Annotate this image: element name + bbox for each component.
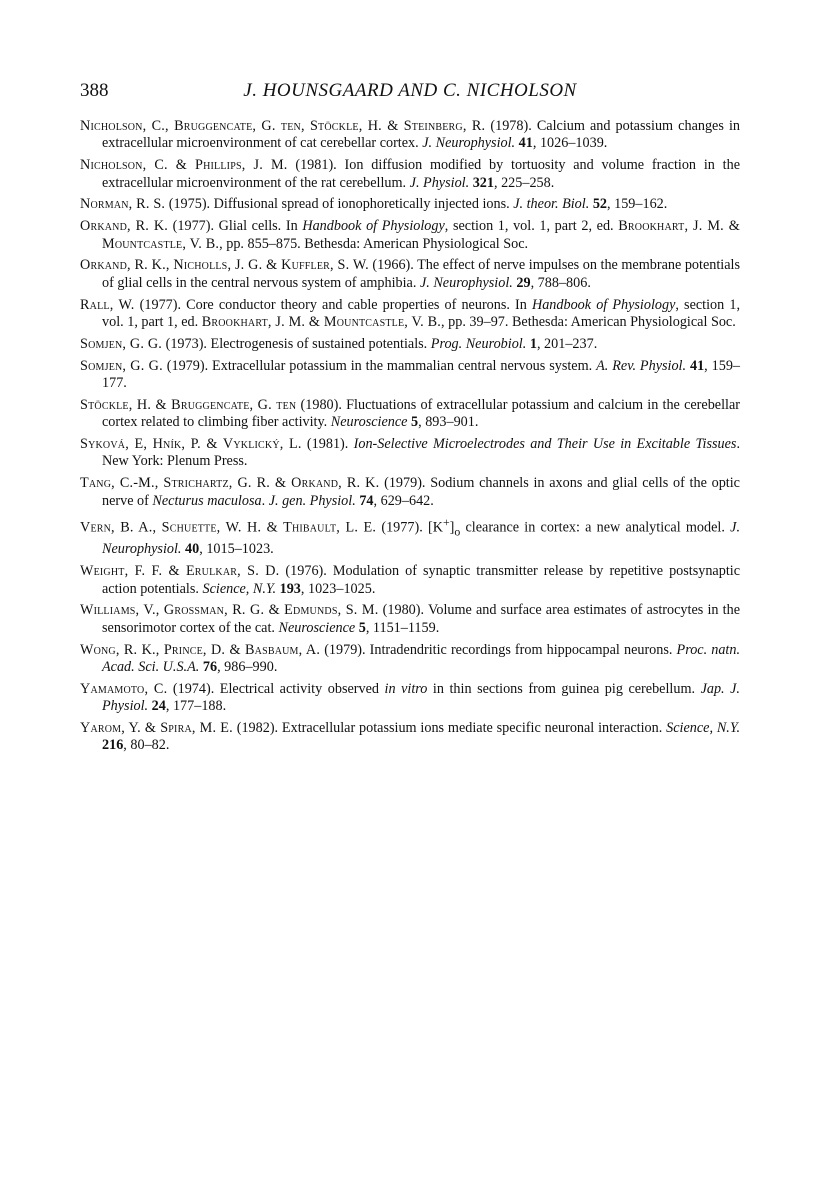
reference-volume: 74 xyxy=(359,492,374,509)
reference-book-title: Handbook of Physiology xyxy=(531,296,676,313)
reference-text: (1980). Volume and surface area estimates of astrocytes in the sensorimotor cortex of the cat. xyxy=(102,602,740,636)
reference-authors: Williams, V., Grossman, R. G. & Edmunds, S. M. xyxy=(80,602,379,619)
reference-text: (1981). xyxy=(301,436,354,453)
reference-item xyxy=(80,436,740,471)
reference-authors: Wong, R. K., Prince, D. & Basbaum, A. xyxy=(80,641,321,658)
reference-journal: Proc. natn. Acad. Sci. U.S.A. xyxy=(102,641,740,675)
reference-pages: , 159–177. xyxy=(102,357,741,392)
reference-item xyxy=(80,514,740,558)
reference-journal: J. Physiol. xyxy=(409,174,470,191)
reference-pages: , 80–82. xyxy=(123,737,170,754)
reference-journal: Neuroscience xyxy=(330,414,408,431)
reference-text: (1979). Intradendritic recordings from hippocampal neurons. xyxy=(320,641,677,658)
reference-pages: , 1026–1039. xyxy=(532,135,608,152)
reference-pages: , 1015–1023. xyxy=(199,541,274,558)
page-number: 388 xyxy=(80,80,109,101)
reference-volume: 41 xyxy=(689,357,705,374)
reference-text: , section 1, vol. 1, part 2, ed. xyxy=(444,218,619,235)
reference-text: (1976). Modulation of synaptic transmitter release by repetitive postsynaptic action potentials. xyxy=(102,563,740,597)
reference-item xyxy=(80,358,740,393)
reference-journal: Jap. J. Physiol. xyxy=(102,680,740,715)
reference-authors: Weight, F. F. & Erulkar, S. D. xyxy=(80,563,280,580)
reference-text: clearance in cortex: a new analytical model. xyxy=(460,520,731,537)
reference-volume: 1 xyxy=(529,335,537,352)
reference-item xyxy=(80,642,740,677)
reference-authors: Yamamoto, C. xyxy=(80,680,168,697)
reference-item xyxy=(80,720,740,755)
reference-book-title: Ion-Selective Microelectrodes and Their Use in Excitable Tissues xyxy=(353,436,737,453)
running-head: J. HOUNSGAARD AND C. NICHOLSON xyxy=(243,80,577,101)
reference-in-vitro: in vitro xyxy=(384,680,428,697)
reference-text: (1977). [K xyxy=(376,520,443,537)
reference-journal: Prog. Neurobiol. xyxy=(430,335,527,352)
reference-text: ] xyxy=(449,520,455,537)
reference-text: , section 1, vol. 1, part 1, ed. xyxy=(102,296,740,331)
reference-item xyxy=(80,118,740,153)
reference-authors: Rall, W. xyxy=(80,296,135,313)
reference-text: (1977). Glial cells. In xyxy=(168,218,303,235)
reference-volume: 321 xyxy=(472,174,494,191)
reference-volume: 29 xyxy=(516,274,531,291)
reference-pages: , 201–237. xyxy=(536,335,598,352)
reference-pages: , 1151–1159. xyxy=(365,619,440,636)
reference-authors: Yarom, Y. & Spira, M. E. xyxy=(80,720,233,736)
reference-text: (1982). Extracellular potassium ions mediate specific neuronal interaction. xyxy=(232,720,667,736)
reference-journal: A. Rev. Physiol. xyxy=(596,357,687,374)
reference-pages: , 159–162. xyxy=(607,196,668,213)
reference-authors: Norman, R. S. xyxy=(80,196,166,213)
reference-pages: , 629–642. xyxy=(373,492,434,509)
reference-journal: Science, N.Y. xyxy=(666,720,740,736)
reference-volume: 24 xyxy=(151,698,166,715)
reference-editors: Brookhart, J. M. & Mountcastle, V. B. xyxy=(201,314,442,331)
reference-authors: Tang, C.-M., Strichartz, G. R. & Orkand, R. K. xyxy=(80,475,380,492)
reference-text: . New York: Plenum Press. xyxy=(102,436,740,470)
reference-text: , pp. 39–97. Bethesda: American Physiological Soc. xyxy=(441,314,736,331)
reference-volume: 5 xyxy=(411,414,419,431)
reference-journal: J. gen. Physiol. xyxy=(268,492,356,509)
reference-authors: Nicholson, C. & Phillips, J. M. xyxy=(80,157,288,174)
reference-text: , pp. 855–875. Bethesda: American Physiological Soc. xyxy=(219,235,529,252)
reference-list xyxy=(80,118,740,759)
reference-text: (1978). Calcium and potassium changes in extracellular microenvironment of cat cerebellar cortex. xyxy=(102,118,740,152)
reference-volume: 216 xyxy=(102,737,124,754)
reference-authors: Stöckle, H. & Bruggencate, G. ten xyxy=(80,396,297,413)
reference-book-title: Handbook of Physiology xyxy=(302,218,445,235)
reference-journal: J. Neurophysiol. xyxy=(102,520,740,558)
reference-volume: 76 xyxy=(202,659,218,675)
reference-pages: , 225–258. xyxy=(493,174,555,191)
reference-authors: Syková, E, Hník, P. & Vyklický, L. xyxy=(80,436,302,453)
reference-authors: Nicholson, C., Bruggencate, G. ten, Stöckle, H. & Steinberg, R. xyxy=(80,118,486,134)
reference-volume: 193 xyxy=(279,580,301,597)
reference-volume: 41 xyxy=(518,135,533,152)
reference-journal: J. Neurophysiol. xyxy=(422,135,516,152)
reference-journal: J. theor. Biol. xyxy=(513,196,590,213)
reference-item xyxy=(80,336,740,353)
reference-item xyxy=(80,157,740,192)
superscript: + xyxy=(442,515,450,530)
reference-authors: Somjen, G. G. xyxy=(80,357,163,374)
reference-item xyxy=(80,563,740,598)
reference-volume: 52 xyxy=(592,196,608,213)
reference-text: (1979). Sodium channels in axons and glial cells of the optic nerve of xyxy=(102,475,740,509)
reference-journal: Neuroscience xyxy=(278,619,356,636)
reference-item xyxy=(80,681,740,716)
reference-authors: Orkand, R. K. xyxy=(80,218,169,235)
reference-text: (1966). The effect of nerve impulses on the membrane potentials of glial cells in the central nervous system of amphibia. xyxy=(102,257,740,291)
reference-pages: , 986–990. xyxy=(217,659,278,675)
reference-item xyxy=(80,602,740,637)
reference-pages: , 177–188. xyxy=(165,698,227,715)
reference-item xyxy=(80,218,740,253)
reference-item xyxy=(80,297,740,332)
reference-item xyxy=(80,397,740,432)
reference-pages: , 893–901. xyxy=(418,414,479,431)
reference-authors: Somjen, G. G. xyxy=(80,335,163,352)
reference-journal: Science, N.Y. xyxy=(202,580,277,597)
reference-text: (1973). Electrogenesis of sustained potentials. xyxy=(162,335,431,352)
reference-authors: Orkand, R. K., Nicholls, J. G. & Kuffler, S. W. xyxy=(80,257,369,274)
reference-journal: J. Neurophysiol. xyxy=(419,274,513,291)
reference-text: (1981). Ion diffusion modified by tortuosity and volume fraction in the extracellular microenvironment of the rat cerebellum. xyxy=(102,157,741,191)
reference-text: (1975). Diffusional spread of ionophoretically injected ions. xyxy=(165,196,514,213)
reference-species: Necturus maculosa xyxy=(152,492,262,509)
reference-item xyxy=(80,257,740,292)
reference-text: in thin sections from guinea pig cerebellum. xyxy=(427,680,701,697)
reference-pages: , 788–806. xyxy=(530,274,591,291)
subscript: o xyxy=(454,524,461,539)
page-header xyxy=(80,80,740,108)
reference-pages: , 1023–1025. xyxy=(300,580,376,597)
reference-authors: Vern, B. A., Schuette, W. H. & Thibault, L. E. xyxy=(80,520,377,537)
reference-volume: 5 xyxy=(358,619,366,636)
reference-editors: Brookhart, J. M. & Mountcastle, V. B. xyxy=(102,218,740,252)
reference-volume: 40 xyxy=(185,541,200,558)
reference-text: (1974). Electrical activity observed xyxy=(167,680,385,697)
reference-text: (1980). Fluctuations of extracellular potassium and calcium in the cerebellar cortex related to climbing fiber activity. xyxy=(102,396,740,431)
reference-text: . xyxy=(261,492,269,509)
reference-item xyxy=(80,475,740,510)
reference-item xyxy=(80,196,740,213)
reference-text: (1979). Extracellular potassium in the mammalian central nervous system. xyxy=(162,357,597,374)
reference-text: (1977). Core conductor theory and cable properties of neurons. In xyxy=(134,296,532,313)
